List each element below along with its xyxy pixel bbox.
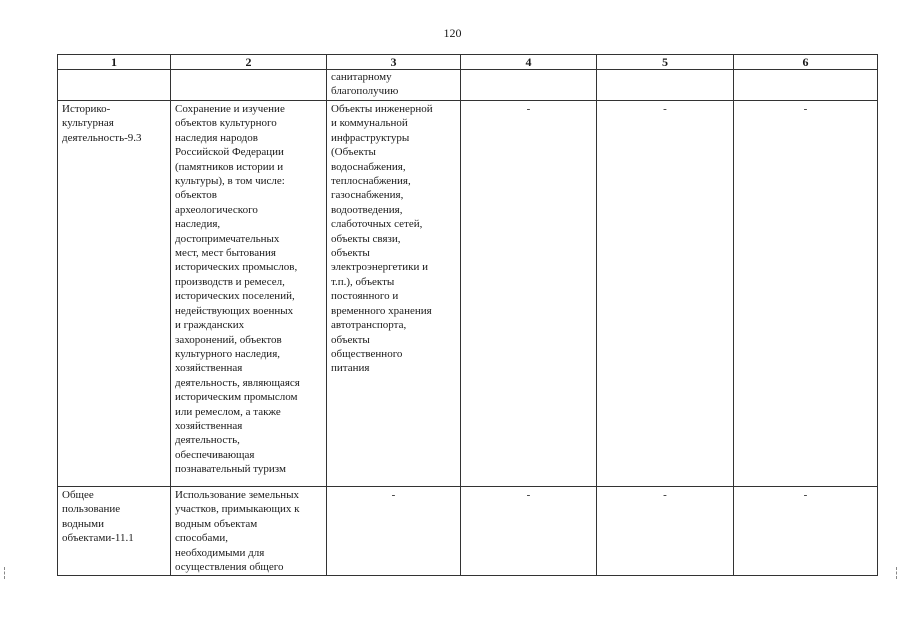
table-cell: Историко- культурная деятельность-9.3 bbox=[58, 101, 171, 487]
table-cell bbox=[597, 70, 734, 101]
table-cell: Использование земельных участков, примыкающих к водным объектам способами, необходимыми для осуществления общего bbox=[171, 487, 327, 576]
table-cell bbox=[461, 70, 597, 101]
column-header-6: 6 bbox=[734, 55, 878, 70]
table-cell: - bbox=[461, 101, 597, 487]
table-cell: - bbox=[327, 487, 461, 576]
column-header-5: 5 bbox=[597, 55, 734, 70]
table-cell: Сохранение и изучение объектов культурного наследия народов Российской Федерации (памятников истории и культуры), в том числе: объектов археологического наследия, достопримечательных мест, мест бытования исторических промыслов, производств и ремесел, исторических поселений, недействующих военных и гражданских захоронений, объектов культурного наследия, хозяйственная деятельность, являющаяся историческим промыслом или ремеслом, а также хозяйственная деятельность, обеспечивающая познавательный туризм bbox=[171, 101, 327, 487]
table-cell: - bbox=[734, 101, 878, 487]
column-header-4: 4 bbox=[461, 55, 597, 70]
table-header-row bbox=[58, 55, 878, 70]
table-cell: - bbox=[734, 487, 878, 576]
scan-edge-mark-left bbox=[4, 567, 7, 579]
table-row bbox=[58, 487, 878, 576]
table-cell: Общее пользование водными объектами-11.1 bbox=[58, 487, 171, 576]
zoning-table bbox=[57, 54, 878, 576]
table-cell bbox=[734, 70, 878, 101]
table-cell bbox=[58, 70, 171, 101]
column-header-1: 1 bbox=[58, 55, 171, 70]
table-cell: - bbox=[597, 487, 734, 576]
table-row bbox=[58, 101, 878, 487]
column-header-2: 2 bbox=[171, 55, 327, 70]
column-header-3: 3 bbox=[327, 55, 461, 70]
table-cell: санитарному благополучию bbox=[327, 70, 461, 101]
scan-edge-mark-right bbox=[896, 567, 899, 579]
table-cell: - bbox=[597, 101, 734, 487]
table-row bbox=[58, 70, 878, 101]
table-cell: - bbox=[461, 487, 597, 576]
page-number: 120 bbox=[443, 26, 462, 40]
table-cell: Объекты инженерной и коммунальной инфраструктуры (Объекты водоснабжения, теплоснабжения, газоснабжения, водоотведения, слаботочных сетей, объекты связи, объекты электроэнергетики и т.п.), объекты постоянного и временного хранения автотранспорта, объекты общественного питания bbox=[327, 101, 461, 487]
table-cell bbox=[171, 70, 327, 101]
